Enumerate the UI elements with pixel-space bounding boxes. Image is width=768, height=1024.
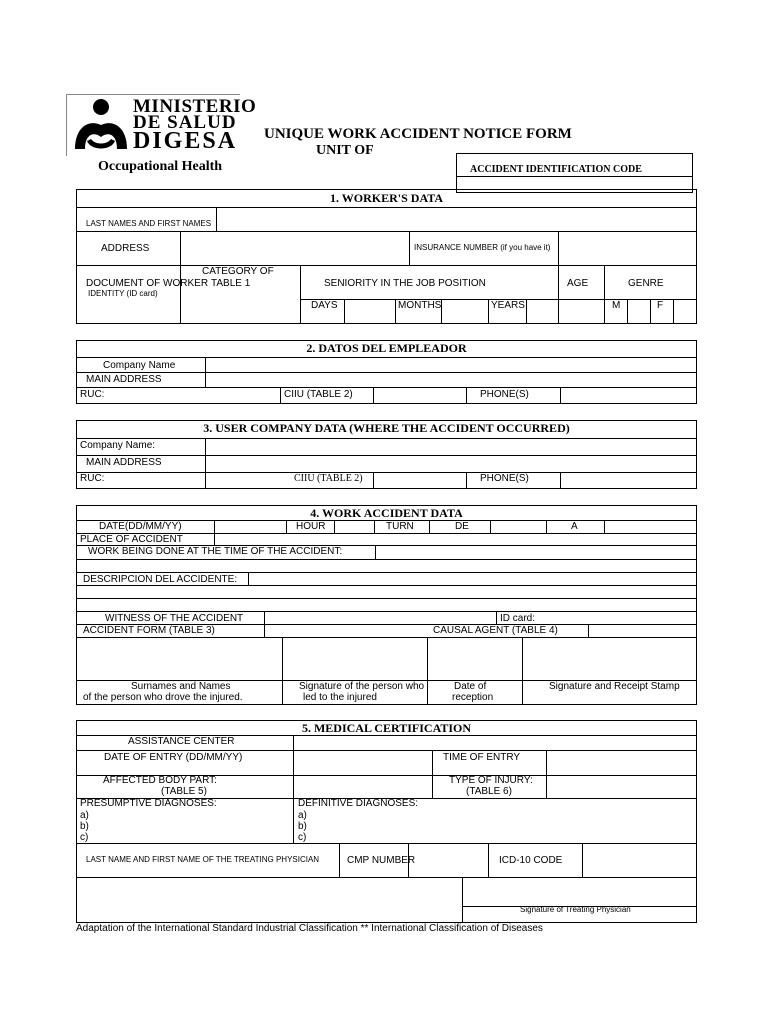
address-label: ADDRESS xyxy=(101,243,150,254)
genre-m-label: M xyxy=(612,300,621,311)
user-ciiu-label: CIIU (TABLE 2) xyxy=(294,473,363,484)
accident-a-label: A xyxy=(571,521,578,532)
surnames-names-label: Surnames and Names xyxy=(131,681,231,692)
description-label: DESCRIPCION DEL ACCIDENTE: xyxy=(83,574,238,585)
months-label: MONTHS xyxy=(398,300,442,311)
names-field[interactable] xyxy=(217,208,696,230)
occupational-health-label: Occupational Health xyxy=(98,159,223,174)
accident-hour-label: HOUR xyxy=(296,521,326,532)
witness-id-field[interactable] xyxy=(540,612,696,623)
employer-phone-field[interactable] xyxy=(561,388,696,402)
work-being-done-label: WORK BEING DONE AT THE TIME OF THE ACCIDENT: xyxy=(88,546,343,557)
date-reception-field[interactable] xyxy=(428,638,521,679)
accident-date-field[interactable] xyxy=(215,521,285,532)
employer-phone-label: PHONE(S) xyxy=(480,389,529,400)
date-entry-field[interactable] xyxy=(294,751,431,774)
footer-note: Adaptation of the International Standard Industrial Classification ** International Classification of Diseases xyxy=(76,923,543,934)
physician-signature-field[interactable] xyxy=(463,878,696,905)
assistance-center-label: ASSISTANCE CENTER xyxy=(128,736,235,747)
user-company-field[interactable] xyxy=(206,439,696,454)
accident-de-label: DE xyxy=(455,521,469,532)
category-table-label: TABLE 1 xyxy=(211,278,251,289)
employer-ciiu-field[interactable] xyxy=(374,388,465,402)
work-being-done-field[interactable] xyxy=(376,546,696,558)
injury-type-table-label: (TABLE 6) xyxy=(466,786,512,797)
genre-f-checkbox[interactable] xyxy=(674,300,696,322)
section-4-title: 4. WORK ACCIDENT DATA xyxy=(310,506,463,520)
user-address-field[interactable] xyxy=(206,456,696,471)
document-field[interactable] xyxy=(77,300,179,322)
genre-f-label: F xyxy=(657,300,664,311)
injury-type-field[interactable] xyxy=(547,776,696,797)
genre-m-checkbox[interactable] xyxy=(628,300,649,322)
causal-agent-label: CAUSAL AGENT (TABLE 4) xyxy=(433,625,558,636)
address-field[interactable] xyxy=(181,232,408,264)
identity-label: IDENTITY (ID card) xyxy=(88,289,158,298)
employer-address-label: MAIN ADDRESS xyxy=(86,374,162,385)
icd-code-field[interactable] xyxy=(583,844,696,876)
physician-name-label: LAST NAME AND FIRST NAME OF THE TREATING PHYSICIAN xyxy=(86,855,320,864)
definitive-label: DEFINITIVE DIAGNOSES: xyxy=(298,798,419,809)
user-company-label: Company Name: xyxy=(80,440,156,451)
section-2-title: 2. DATOS DEL EMPLEADOR xyxy=(306,341,467,355)
accident-form-label: ACCIDENT FORM (TABLE 3) xyxy=(83,625,215,636)
definitive-a-label: a) xyxy=(298,810,307,821)
employer-company-field[interactable] xyxy=(206,358,696,371)
witness-id-label: ID card: xyxy=(500,613,536,624)
reception-label: reception xyxy=(452,692,494,703)
causal-agent-field[interactable] xyxy=(589,625,696,636)
accident-turn-label: TURN xyxy=(386,521,414,532)
body-part-table-label: (TABLE 5) xyxy=(161,786,207,797)
witness-field[interactable] xyxy=(265,612,495,623)
user-ruc-field[interactable] xyxy=(206,473,291,487)
accident-code-label: ACCIDENT IDENTIFICATION CODE xyxy=(470,164,642,175)
category-field[interactable] xyxy=(181,300,299,322)
employer-address-field[interactable] xyxy=(206,373,696,386)
age-field[interactable] xyxy=(559,300,603,322)
logo xyxy=(66,94,257,156)
insurance-field[interactable] xyxy=(559,232,696,264)
cmp-number-field[interactable] xyxy=(409,844,487,876)
category-label: CATEGORY OF xyxy=(202,266,274,277)
names-label: LAST NAMES AND FIRST NAMES xyxy=(86,219,212,228)
witness-label: WITNESS OF THE ACCIDENT xyxy=(105,613,244,624)
section-1-title: 1. WORKER'S DATA xyxy=(329,191,443,205)
seniority-days-field[interactable] xyxy=(345,300,394,322)
accident-form-field[interactable] xyxy=(265,625,425,636)
cmp-number-label: CMP NUMBER xyxy=(347,855,416,866)
date-entry-label: DATE OF ENTRY (DD/MM/YY) xyxy=(104,752,243,763)
user-phone-field[interactable] xyxy=(561,473,696,487)
logo-text-ministerio: MINISTERIO xyxy=(133,96,257,117)
presumptive-b-label: b) xyxy=(80,821,89,832)
logo-text-digesa: DIGESA xyxy=(133,128,238,154)
receipt-stamp-field[interactable] xyxy=(523,638,696,679)
time-entry-field[interactable] xyxy=(547,751,696,774)
body-part-label: AFFECTED BODY PART: xyxy=(103,775,217,786)
genre-label: GENRE xyxy=(628,278,664,289)
icd-code-label: ICD-10 CODE xyxy=(499,855,563,866)
user-ciiu-field[interactable] xyxy=(374,473,465,487)
document-label: DOCUMENT OF WORKER xyxy=(86,278,209,289)
presumptive-c-label: c) xyxy=(80,832,89,843)
physician-name-field[interactable] xyxy=(77,878,461,922)
ministry-emblem-icon xyxy=(69,97,131,155)
signature-person-label: Signature of the person who xyxy=(299,681,425,692)
days-label: DAYS xyxy=(311,300,338,311)
employer-company-label: Company Name xyxy=(103,360,176,371)
definitive-c-label: c) xyxy=(298,832,307,843)
employer-ruc-field[interactable] xyxy=(110,388,279,402)
accident-turn-field[interactable] xyxy=(430,521,445,532)
logo-text-de-salud: DE SALUD xyxy=(133,112,237,133)
years-label: YEARS xyxy=(491,300,525,311)
assistance-center-field[interactable] xyxy=(294,736,696,749)
employer-ciiu-label: CIIU (TABLE 2) xyxy=(284,389,353,400)
injury-type-label: TYPE OF INJURY: xyxy=(449,775,533,786)
accident-from-field[interactable] xyxy=(491,521,545,532)
seniority-years-field[interactable] xyxy=(527,300,557,322)
time-entry-label: TIME OF ENTRY xyxy=(443,752,521,763)
user-address-label: MAIN ADDRESS xyxy=(86,457,162,468)
definitive-diagnoses-field[interactable] xyxy=(313,809,696,842)
accident-to-field[interactable] xyxy=(605,521,696,532)
seniority-label: SENIORITY IN THE JOB POSITION xyxy=(324,278,486,289)
section-5-title: 5. MEDICAL CERTIFICATION xyxy=(301,721,472,735)
user-phone-label: PHONE(S) xyxy=(480,473,529,484)
description-field[interactable] xyxy=(249,573,696,610)
form-title: UNIQUE WORK ACCIDENT NOTICE FORM xyxy=(264,126,572,142)
person-drove-field[interactable] xyxy=(77,638,281,679)
signature-person-field[interactable] xyxy=(283,638,426,679)
body-part-field[interactable] xyxy=(294,776,431,797)
definitive-b-label: b) xyxy=(298,821,307,832)
user-ruc-label: RUC: xyxy=(80,473,105,484)
accident-date-label: DATE(DD/MM/YY) xyxy=(99,521,182,532)
section-3-title: 3. USER COMPANY DATA (WHERE THE ACCIDENT OCCURRED) xyxy=(203,421,570,435)
accident-hour-field[interactable] xyxy=(335,521,373,532)
led-injured-label: led to the injured xyxy=(303,692,377,703)
receipt-stamp-label: Signature and Receipt Stamp xyxy=(549,681,680,692)
seniority-months-field[interactable] xyxy=(442,300,487,322)
employer-ruc-label: RUC: xyxy=(80,389,105,400)
presumptive-a-label: a) xyxy=(80,810,89,821)
person-drove-label: of the person who drove the injured. xyxy=(83,692,243,703)
insurance-label: INSURANCE NUMBER (if you have it) xyxy=(414,243,551,252)
presumptive-label: PRESUMPTIVE DIAGNOSES: xyxy=(80,798,217,809)
presumptive-diagnoses-field[interactable] xyxy=(95,809,292,842)
age-label: AGE xyxy=(567,278,589,289)
accident-place-label: PLACE OF ACCIDENT xyxy=(80,534,183,545)
unit-of-label: UNIT OF xyxy=(316,143,374,158)
date-of-label: Date of xyxy=(454,681,487,692)
accident-place-field[interactable] xyxy=(215,534,696,544)
physician-signature-label: Signature of Treating Physician xyxy=(520,905,631,914)
